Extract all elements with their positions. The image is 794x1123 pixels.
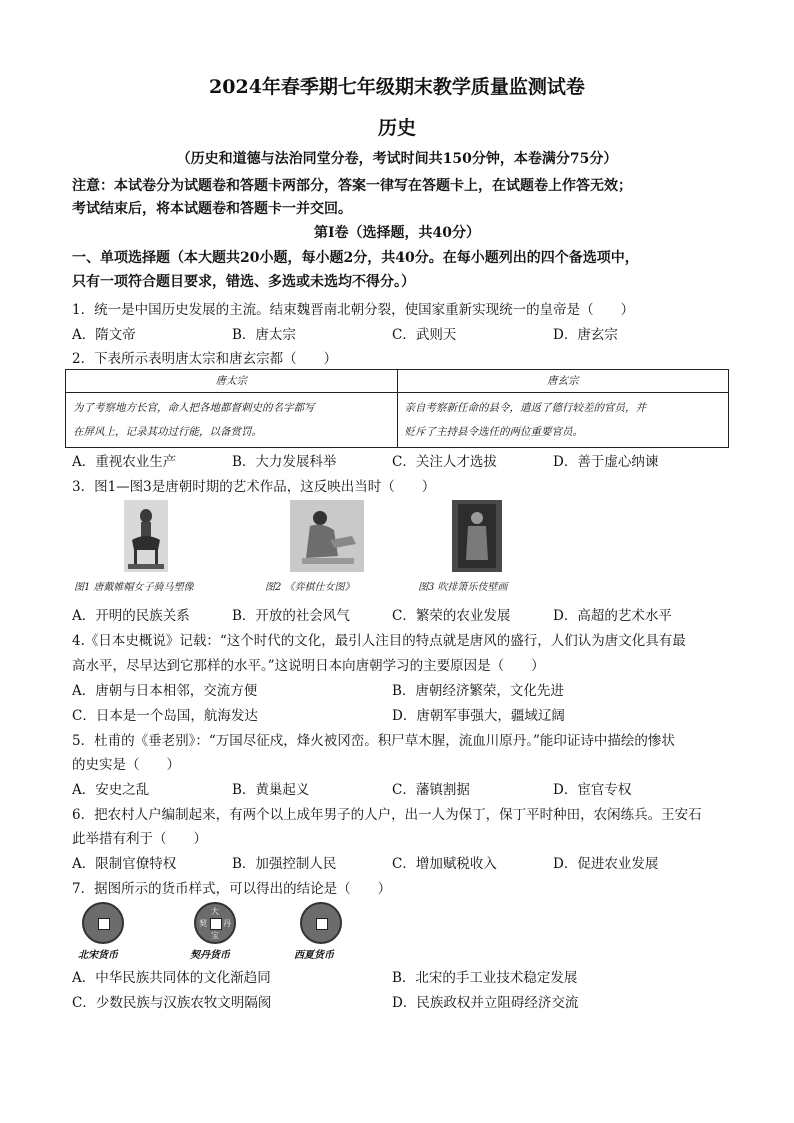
table-header-taizong: 唐太宗 [66, 370, 398, 393]
q7-option-a: A．中华民族共同体的文化渐趋同 [72, 970, 271, 986]
q5-stem-line-2: 的史实是（ ） [72, 757, 180, 773]
q2-stem: 2．下表所示表明唐太宗和唐玄宗都（ ） [72, 351, 338, 367]
q3-option-c: C．繁荣的农业发展 [392, 608, 511, 624]
figure-3-caption: 图3 吹排箫乐伎壁画 [418, 582, 508, 593]
table-cell-line: 亲自考察新任命的县令，遣返了德行较差的官员，并 [404, 402, 646, 414]
q2-option-b: B．大力发展科举 [232, 454, 337, 470]
figure-2-painting [290, 500, 364, 572]
q4-stem-line-1: 4.《日本史概说》记载：“这个时代的文化，最引人注目的特点就是唐风的盛行，人们认为唐文化具有最 [72, 633, 686, 649]
subject-title: 历史 [377, 117, 416, 139]
q4-option-c: C．日本是一个岛国，航海发达 [72, 708, 258, 724]
q4-stem-line-2: 高水平，尽早达到它那样的水平。”这说明日本向唐朝学习的主要原因是（ ） [72, 658, 545, 674]
lady-painting-image [290, 500, 364, 572]
table-cell-line: 为了考察地方长官，命人把各地都督刺史的名字都写 [73, 402, 315, 414]
q4-option-b: B．唐朝经济繁荣，文化先进 [392, 683, 564, 699]
q7-option-b: B．北宋的手工业技术稳定发展 [392, 970, 578, 986]
q5-stem-line-1: 5．杜甫的《垂老别》：“万国尽征戍，烽火被冈峦。积尸草木腥，流血川原丹。”能印证诗中描绘的惨状 [72, 733, 675, 749]
table-cell-line: 贬斥了主持县令选任的两位重要官员。 [404, 426, 583, 438]
q6-option-b: B．加强控制人民 [232, 856, 337, 872]
khitan-coin-icon [194, 902, 236, 944]
table-header-xuanzong: 唐玄宗 [397, 370, 729, 393]
q2-option-c: C．关注人才选拔 [392, 454, 497, 470]
table-cell-xuanzong [397, 393, 729, 448]
northern-song-coin-icon [82, 902, 124, 944]
table-cell-taizong [66, 393, 398, 448]
western-xia-coin-icon [300, 902, 342, 944]
figure-2-caption: 图2 《弈棋仕女图》 [265, 582, 355, 593]
khitan-coin-caption: 契丹货币 [190, 950, 230, 961]
q1-option-d: D．唐玄宗 [553, 327, 618, 343]
table-cell-line: 在屏风上，记录其功过行能，以备赏罚。 [73, 426, 262, 438]
q7-option-c: C．少数民族与汉族农牧文明隔阂 [72, 995, 272, 1011]
q4-option-d: D．唐朝军事强大，疆域辽阔 [392, 708, 565, 724]
q3-stem: 3．图1—图3是唐朝时期的艺术作品，这反映出当时（ ） [72, 479, 436, 495]
figure-1-rider-statue [124, 500, 168, 572]
exam-title: 2024年春季期七年级期末教学质量监测试卷 [209, 76, 585, 98]
coin-char: 丹 [223, 919, 231, 928]
q6-option-c: C．增加赋税收入 [392, 856, 497, 872]
q6-stem-line-1: 6．把农村人户编制起来，有两个以上成年男子的人户，出一人为保丁，保丁平时种田，农闲练兵。王安石 [72, 807, 702, 823]
coin-char: 大 [211, 907, 219, 916]
section-line-1: 一、单项选择题（本大题共20小题，每小题2分，共40分。在每小题列出的四个备选项中， [72, 250, 639, 266]
q2-option-d: D．善于虚心纳谏 [553, 454, 659, 470]
q7-option-d: D．民族政权并立阻碍经济交流 [392, 995, 579, 1011]
notice-line-2: 考试结束后，将本试题卷和答题卡一并交回。 [72, 201, 352, 217]
q7-stem: 7．据图所示的货币样式，可以得出的结论是（ ） [72, 881, 392, 897]
q5-option-a: A．安史之乱 [72, 782, 150, 798]
western-xia-coin-caption: 西夏货币 [294, 950, 334, 961]
figure-3-mural [452, 500, 502, 572]
q5-option-d: D．宦官专权 [553, 782, 632, 798]
horse-rider-image [124, 500, 168, 572]
q6-option-d: D．促进农业发展 [553, 856, 659, 872]
q5-option-c: C．藩镇割据 [392, 782, 470, 798]
q1-stem: 1．统一是中国历史发展的主流。结束魏晋南北朝分裂，使国家重新实现统一的皇帝是（ ） [72, 302, 635, 318]
northern-song-coin-caption: 北宋货币 [78, 950, 118, 961]
q3-option-a: A．开明的民族关系 [72, 608, 190, 624]
q3-option-d: D．高超的艺术水平 [553, 608, 672, 624]
q1-option-c: C．武则天 [392, 327, 457, 343]
part-title: 第Ⅰ卷（选择题，共40分） [313, 225, 481, 241]
exam-note: （历史和道德与法治同堂分卷，考试时间共150分钟，本卷满分75分） [176, 151, 618, 167]
q6-option-a: A．限制官僚特权 [72, 856, 177, 872]
coin-char: 契 [199, 919, 207, 928]
q5-option-b: B．黄巢起义 [232, 782, 310, 798]
notice-line-1: 注意：本试卷分为试题卷和答题卡两部分，答案一律写在答题卡上，在试题卷上作答无效； [72, 178, 632, 194]
mural-image [452, 500, 502, 572]
q6-stem-line-2: 此举措有利于（ ） [72, 831, 207, 847]
figure-1-caption: 图1 唐戴帷帽女子骑马塑像 [74, 582, 194, 593]
q1-option-a: A．隋文帝 [72, 327, 136, 343]
coin-char: 宝 [211, 931, 219, 940]
q1-option-b: B．唐太宗 [232, 327, 296, 343]
section-line-2: 只有一项符合题目要求，错选、多选或未选均不得分。） [72, 274, 415, 290]
q2-option-a: A．重视农业生产 [72, 454, 177, 470]
q4-option-a: A．唐朝与日本相邻，交流方便 [72, 683, 258, 699]
q3-option-b: B．开放的社会风气 [232, 608, 350, 624]
q2-table [65, 369, 729, 448]
